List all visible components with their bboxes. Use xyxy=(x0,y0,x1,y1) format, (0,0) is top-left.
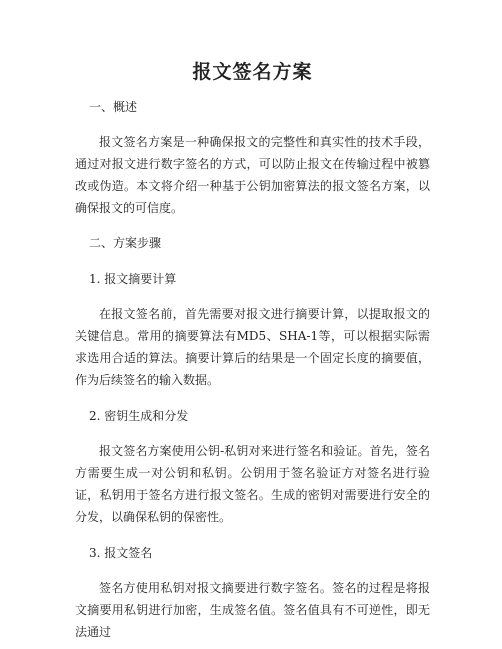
section-heading-overview: 一、概述 xyxy=(89,100,138,114)
paragraph-signing: 签名方使用私钥对报文摘要进行数字签名。签名的过程是将报文摘要用私钥进行加密，生成签名值。签名值具有不可逆性，即无法通过 xyxy=(75,581,430,639)
document-title: 报文签名方案 xyxy=(192,61,313,83)
section-heading-steps: 二、方案步骤 xyxy=(89,236,162,250)
paragraph-keys: 报文签名方案使用公钥-私钥对来进行签名和验证。首先，签名方需要生成一对公钥和私钥。公钥用于签名验证方对签名进行验证，私钥用于签名方进行报文签名。生成的密钥对需要进行安全的分发，以确保私钥的保密性。 xyxy=(75,444,430,524)
step-heading-signing: 3. 报文签名 xyxy=(89,546,153,560)
step-heading-digest: 1. 报文摘要计算 xyxy=(89,272,177,286)
paragraph-overview: 报文签名方案是一种确保报文的完整性和真实性的技术手段，通过对报文进行数字签名的方式，可以防止报文在传输过程中被篡改或伪造。本文将介绍一种基于公钥加密算法的报文签名方案，以确保报文的可信度。 xyxy=(75,135,430,215)
paragraph-digest: 在报文签名前，首先需要对报文进行摘要计算，以提取报文的关键信息。常用的摘要算法有MD5、SHA-1等，可以根据实际需求选用合适的算法。摘要计算后的结果是一个固定长度的摘要值，作为后续签名的输入数据。 xyxy=(75,307,430,387)
step-heading-keys: 2. 密钥生成和分发 xyxy=(89,409,189,423)
